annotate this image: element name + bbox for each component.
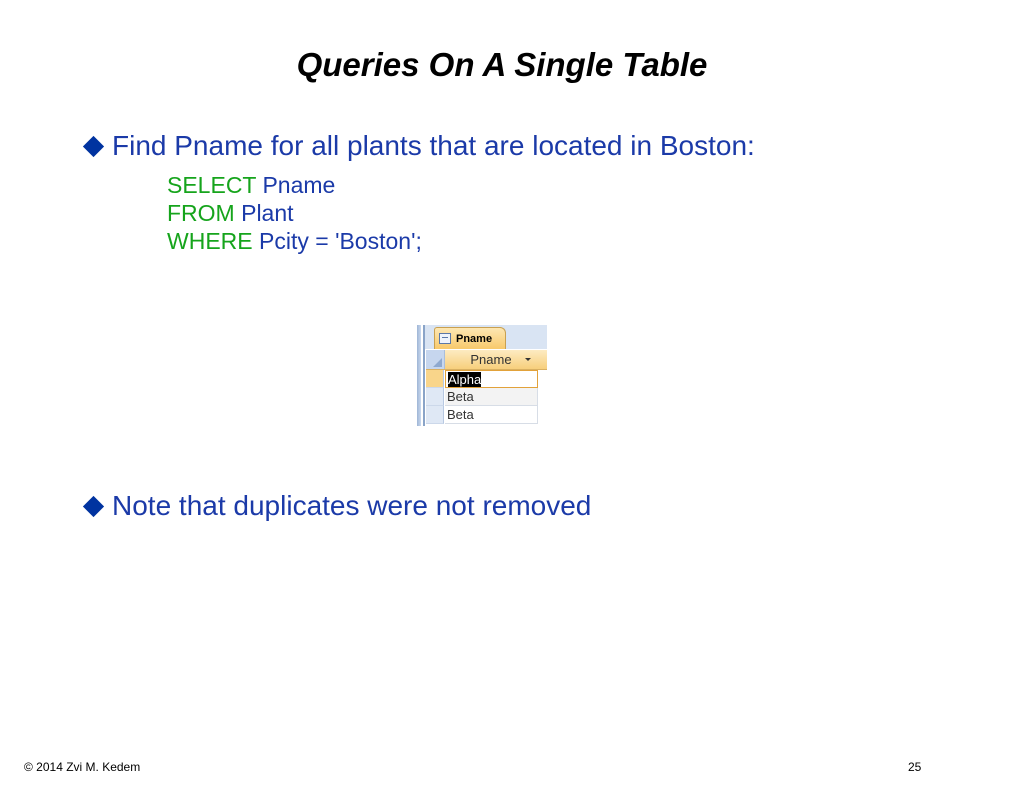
table-row[interactable]	[426, 370, 547, 388]
table-row[interactable]	[426, 406, 547, 424]
diamond-bullet-icon	[83, 495, 104, 516]
sql-line-from	[167, 199, 422, 227]
sql-text: Pname	[256, 172, 336, 198]
sql-line-select	[167, 171, 422, 199]
sql-line-where	[167, 227, 422, 255]
column-header-pname[interactable]	[445, 350, 537, 369]
slide-title: Queries On A Single Table	[296, 46, 708, 83]
page-number: 25	[908, 760, 922, 774]
diamond-bullet-icon	[83, 135, 104, 156]
query-icon	[439, 333, 451, 344]
table-cell[interactable]	[445, 370, 538, 388]
column-header-label: Pname	[470, 352, 512, 367]
datasheet-header	[426, 350, 547, 370]
row-selector[interactable]	[426, 370, 444, 388]
table-cell[interactable]: Beta	[445, 406, 538, 424]
sql-keyword: WHERE	[167, 228, 253, 254]
footer-copyright: © 2014 Zvi M. Kedem	[24, 760, 141, 774]
sql-query	[167, 171, 422, 255]
query-result-datasheet	[417, 325, 547, 426]
bullet-item-find	[82, 128, 755, 164]
row-selector[interactable]	[426, 406, 444, 424]
cell-value: Alpha	[448, 372, 482, 387]
bullet-text: Note that duplicates were not removed	[112, 490, 592, 521]
tab-pname[interactable]	[434, 327, 506, 349]
sql-keyword: SELECT	[167, 172, 257, 198]
tab-label: Pname	[456, 332, 493, 345]
table-cell[interactable]: Beta	[445, 388, 538, 406]
sql-text: Pcity = 'Boston';	[252, 228, 422, 254]
navigation-pane-edge	[417, 325, 421, 426]
row-selector[interactable]	[426, 388, 444, 406]
sql-text: Plant	[234, 200, 294, 226]
dropdown-arrow-icon[interactable]	[525, 358, 531, 361]
sql-keyword: FROM	[167, 200, 235, 226]
bullet-item-note	[82, 488, 591, 524]
select-all-corner[interactable]	[426, 350, 445, 369]
document-tab-bar	[425, 325, 547, 349]
bullet-text: Find Pname for all plants that are located in Boston:	[112, 130, 755, 161]
table-row[interactable]	[426, 388, 547, 406]
